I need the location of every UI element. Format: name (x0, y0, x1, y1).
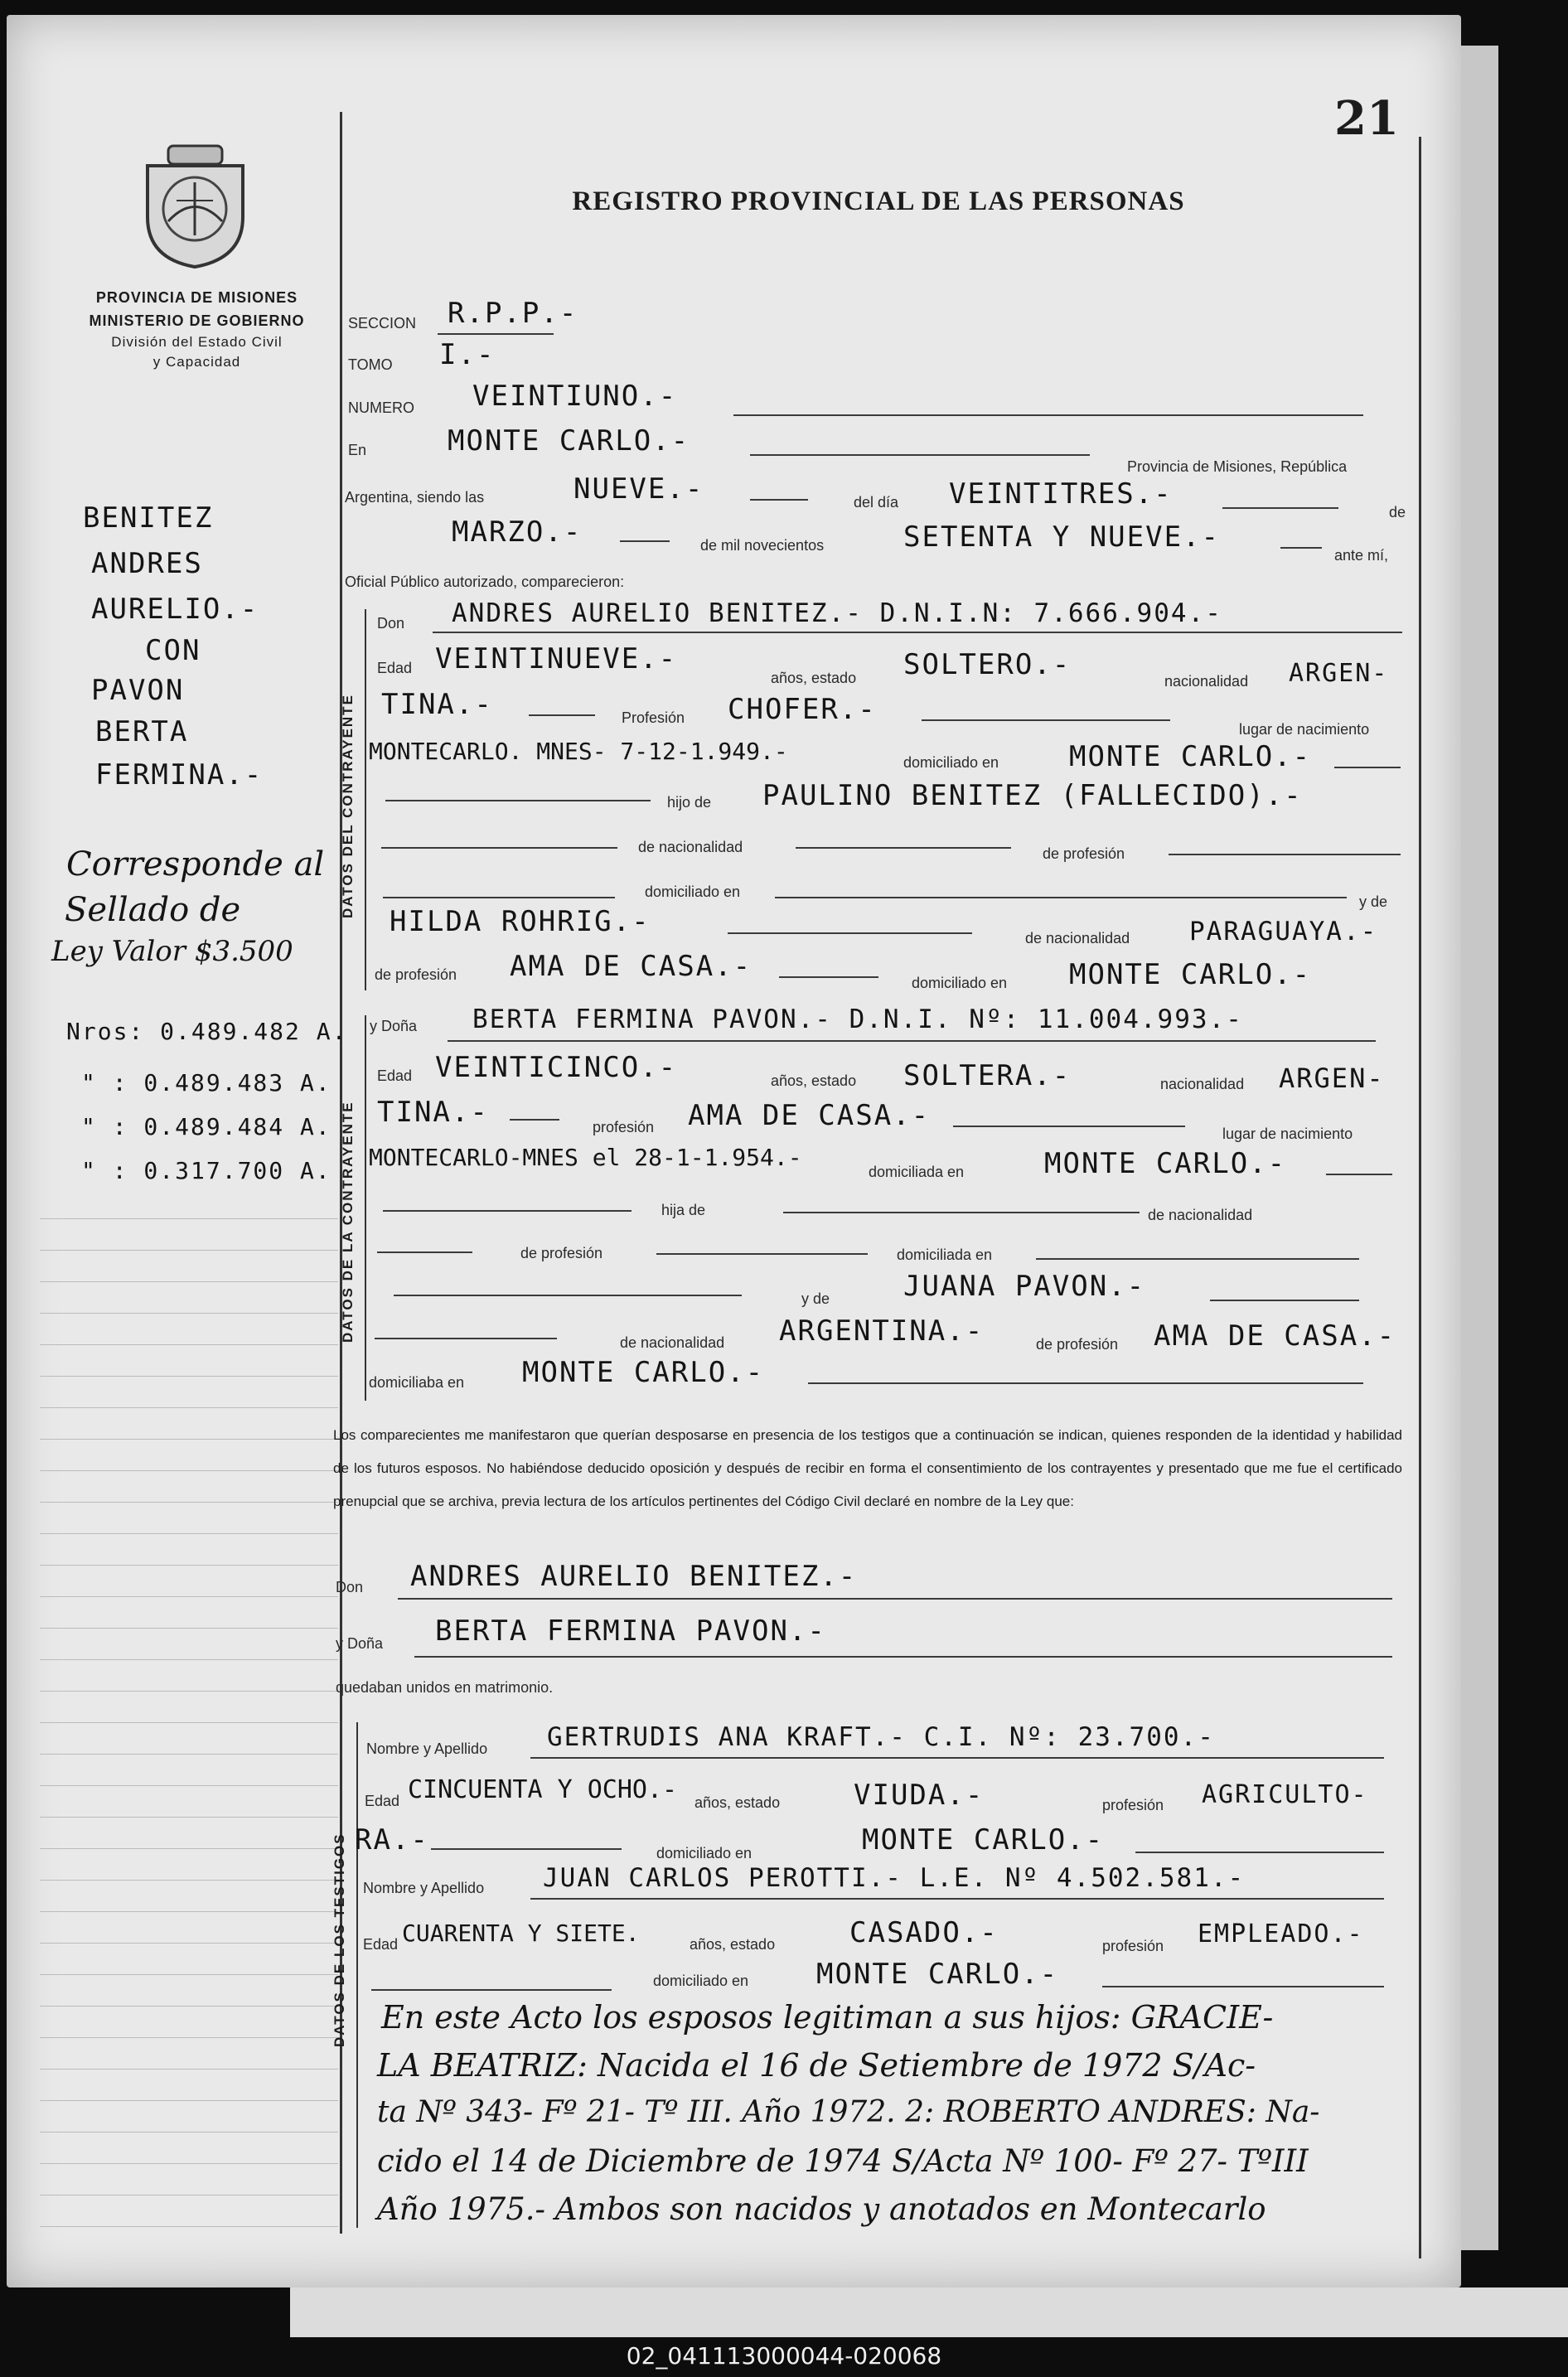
madre-dom-value: MONTE CARLO.- (1069, 958, 1312, 991)
padre-nac-label: de nacionalidad (1148, 1207, 1253, 1223)
page-edge (1461, 46, 1498, 2250)
margin-name-line: ANDRES (91, 547, 203, 580)
nacionalidad-label: nacionalidad (1160, 1076, 1245, 1092)
padre-prof-label: de profesión (1043, 845, 1125, 862)
sello-line: Sellado de (65, 891, 241, 929)
nacionalidad-value-cont: TINA.- (377, 1096, 489, 1129)
domicilio-value: MONTE CARLO.- (1069, 740, 1312, 773)
seccion-label: SECCION (348, 315, 417, 332)
de-mil-label: de mil novecientos (700, 537, 825, 554)
margin-name-line: CON (145, 634, 201, 667)
t2-prof-label: profesión (1102, 1938, 1164, 1954)
margin-name-line: BENITEZ (83, 501, 214, 535)
t1-edad-value: CINCUENTA Y OCHO.- (408, 1775, 678, 1804)
union-don-label: Don (336, 1579, 364, 1595)
numero-label: NUMERO (348, 399, 414, 416)
section-label-testigos: DATOS DE LOS TESTIGOS (332, 1832, 347, 2047)
margin-name-line: AURELIO.- (91, 593, 259, 626)
tomo-value: I.- (439, 338, 496, 371)
madre-prof-value: AMA DE CASA.- (510, 950, 753, 983)
dia-value: VEINTITRES.- (949, 477, 1173, 511)
section-label-contrayente: DATOS DEL CONTRAYENTE (340, 694, 356, 918)
org-line2: MINISTERIO DE GOBIERNO (89, 312, 305, 329)
madre-value: HILDA ROHRIG.- (390, 905, 651, 938)
note-line: Año 1975.- Ambos son nacidos y anotados en Montecarlo (377, 2191, 1266, 2227)
page-number: 21 (1334, 91, 1399, 146)
t1-nombre-value: GERTRUDIS ANA KRAFT.- C.I. Nº: 23.700.- (547, 1722, 1215, 1752)
profesion-label: Profesión (622, 709, 685, 726)
t2-dom-value: MONTE CARLO.- (816, 1958, 1059, 1991)
padre-prof-label: de profesión (520, 1245, 603, 1261)
de-label: de (1389, 504, 1406, 520)
t1-anios-label: años, estado (694, 1794, 781, 1811)
don-label: Don (377, 615, 405, 632)
stamp-number: " : 0.489.483 A. (81, 1069, 332, 1097)
anio-value: SETENTA Y NUEVE.- (903, 520, 1220, 554)
union-dona-label: y Doña (336, 1635, 384, 1652)
t1-dom-value: MONTE CARLO.- (862, 1823, 1105, 1857)
y-de-label: y de (801, 1290, 830, 1307)
quedaban-text: quedaban unidos en matrimonio. (336, 1679, 554, 1696)
anios-estado-label: años, estado (771, 1072, 857, 1089)
profesion-label: profesión (593, 1119, 655, 1135)
lugar-value: MONTECARLO-MNES el 28-1-1.954.- (369, 1144, 802, 1171)
madre-value: JUANA PAVON.- (903, 1270, 1146, 1303)
madre-nac-label: de nacionalidad (620, 1334, 725, 1351)
hija-de-label: hija de (661, 1202, 706, 1218)
madre-dom-value: MONTE CARLO.- (522, 1356, 765, 1389)
nacionalidad-value: ARGEN- (1279, 1063, 1385, 1094)
margin-name-line: PAVON (91, 674, 185, 707)
note-line: LA BEATRIZ: Nacida el 16 de Setiembre de 1972 S/Ac- (377, 2047, 1256, 2084)
t2-dom-label: domiciliado en (653, 1973, 749, 1989)
madre-prof-label: de profesión (1036, 1336, 1119, 1353)
t1-edad-label: Edad (365, 1793, 400, 1809)
hora-value: NUEVE.- (573, 472, 704, 506)
stamp-number: " : 0.489.484 A. (81, 1113, 332, 1140)
edad-value: VEINTICINCO.- (435, 1051, 678, 1084)
hijo-de-label: hijo de (667, 794, 712, 811)
t2-estado-value: CASADO.- (849, 1916, 999, 1949)
issuing-organization (37, 286, 356, 372)
madre-dom-label: domiciliaba en (369, 1374, 465, 1391)
nacionalidad-value-cont: TINA.- (381, 688, 493, 721)
t2-prof-value: EMPLEADO.- (1198, 1920, 1364, 1949)
sello-line: Corresponde al (66, 845, 325, 884)
stamp-number: Nros: 0.489.482 A. (66, 1018, 348, 1045)
t2-nombre-value: JUAN CARLOS PEROTTI.- L.E. Nº 4.502.581.- (543, 1863, 1246, 1893)
lugar-nacimiento-label: lugar de nacimiento (1239, 721, 1370, 738)
padre-dom-label: domiciliado en (645, 884, 741, 900)
declaration-paragraph: Los comparecientes me manifestaron que querían desposarse en presencia de los testigos que a continuación se indican, quienes responden de la identidad y habilidad de los futuros esposos. No habiéndose deducido oposición y después de recibir en forma el consentimiento de los contrayentes y presentado que me fue el certificado prenupcial que se archiva, previa lectura de los artículos pertinentes del Código Civil declaré en nombre de la Ley que: (333, 1427, 1402, 1509)
madre-dom-label: domiciliado en (912, 975, 1008, 991)
madre-prof-value: AMA DE CASA.- (1154, 1319, 1396, 1353)
tomo-label: TOMO (348, 356, 393, 373)
padre-value: PAULINO BENITEZ (FALLECIDO).- (762, 779, 1303, 812)
dona-label: y Doña (370, 1018, 418, 1034)
provincia-text: Provincia de Misiones, República (1127, 458, 1348, 475)
t1-nombre-label: Nombre y Apellido (366, 1740, 488, 1757)
t1-estado-value: VIUDA.- (854, 1779, 985, 1812)
scanner-bed (290, 2287, 1568, 2337)
t1-prof-value: AGRICULTO- (1202, 1780, 1368, 1809)
union-don-value: ANDRES AURELIO BENITEZ.- (410, 1560, 858, 1593)
del-dia-label: del día (854, 494, 899, 511)
mes-value: MARZO.- (452, 516, 583, 549)
org-line3: División del Estado Civil (111, 334, 283, 350)
numero-value: VEINTIUNO.- (472, 380, 678, 413)
sello-line: Ley Valor $3.500 (51, 935, 293, 968)
edad-value: VEINTINUEVE.- (435, 642, 678, 675)
profesion-value: CHOFER.- (728, 693, 877, 726)
org-line4: y Capacidad (152, 354, 241, 370)
section-label-contrayenta: DATOS DE LA CONTRAYENTE (340, 1101, 356, 1343)
padre-nac-label: de nacionalidad (638, 839, 743, 855)
madre-nac-value: ARGENTINA.- (779, 1314, 985, 1348)
estado-value: SOLTERA.- (903, 1059, 1072, 1092)
padre-dom-label: domiciliada en (897, 1247, 993, 1263)
right-border (1419, 137, 1421, 2258)
don-value: ANDRES AURELIO BENITEZ.- D.N.I.N: 7.666.904.- (452, 598, 1222, 628)
domicilio-value: MONTE CARLO.- (1044, 1147, 1287, 1180)
madre-prof-label: de profesión (375, 966, 457, 983)
union-dona-value: BERTA FERMINA PAVON.- (435, 1615, 826, 1648)
t1-dom-label: domiciliado en (656, 1845, 753, 1861)
madre-nac-label: de nacionalidad (1025, 930, 1130, 946)
nacionalidad-value: ARGEN- (1289, 659, 1389, 688)
note-line: En este Acto los esposos legitiman a sus hijos: GRACIE- (381, 1999, 1274, 2036)
madre-nac-value: PARAGUAYA.- (1189, 917, 1378, 946)
domiciliado-label: domiciliado en (903, 754, 999, 771)
t2-edad-value: CUARENTA Y SIETE. (402, 1920, 640, 1947)
seccion-value: R.P.P.- (448, 297, 578, 330)
oficial-text: Oficial Público autorizado, comparecieron: (345, 574, 625, 590)
edad-label: Edad (377, 660, 413, 676)
document-title: REGISTRO PROVINCIAL DE LAS PERSONAS (572, 186, 1185, 216)
image-caption: 02_041113000044-020068 (626, 2342, 942, 2370)
lugar-nacimiento-label: lugar de nacimiento (1222, 1126, 1353, 1142)
t2-anios-label: años, estado (690, 1936, 776, 1953)
stamp-number: " : 0.317.700 A. (81, 1157, 332, 1184)
note-line: cido el 14 de Diciembre de 1974 S/Acta Nº 100- Fº 27- TºIII (377, 2143, 1309, 2179)
t1-prof-label: profesión (1102, 1797, 1164, 1813)
margin-name-line: FERMINA.- (95, 758, 264, 792)
t1-prof-value-cont: RA.- (355, 1823, 429, 1857)
en-value: MONTE CARLO.- (448, 424, 690, 457)
argentina-text: Argentina, siendo las (345, 489, 485, 506)
domiciliada-label: domiciliada en (869, 1164, 965, 1180)
margin-name-line: BERTA (95, 715, 189, 748)
profesion-value: AMA DE CASA.- (688, 1099, 931, 1132)
nacionalidad-label: nacionalidad (1164, 673, 1249, 690)
dona-value: BERTA FERMINA PAVON.- D.N.I. Nº: 11.004.993.- (472, 1005, 1243, 1034)
lugar-value: MONTECARLO. MNES- 7-12-1.949.- (369, 738, 788, 765)
t2-nombre-label: Nombre y Apellido (363, 1880, 485, 1896)
ante-mi-label: ante mí, (1334, 547, 1389, 564)
edad-label: Edad (377, 1067, 413, 1084)
anios-estado-label: años, estado (771, 670, 857, 686)
t2-edad-label: Edad (363, 1936, 399, 1953)
note-line: ta Nº 343- Fº 21- Tº III. Año 1972. 2: ROBERTO ANDRES: Na- (377, 2095, 1320, 2129)
org-line1: PROVINCIA DE MISIONES (95, 289, 298, 306)
estado-value: SOLTERO.- (903, 648, 1072, 681)
provincial-seal-icon (139, 143, 251, 269)
y-de-label: y de (1359, 893, 1388, 910)
en-label: En (348, 442, 367, 458)
